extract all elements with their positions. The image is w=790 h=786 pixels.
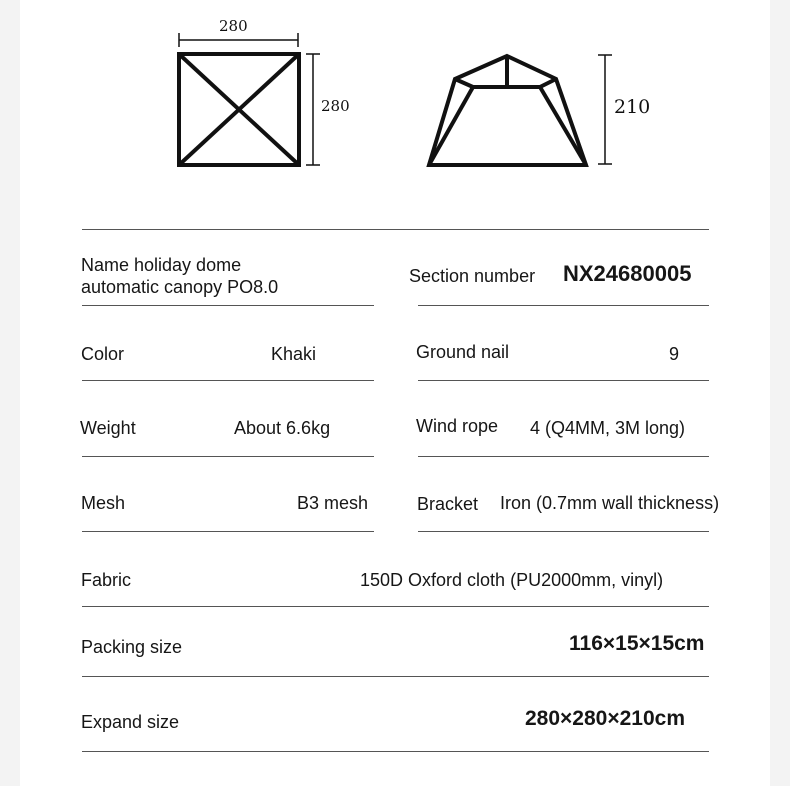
- row-divider: [82, 676, 709, 677]
- row-divider: [82, 305, 374, 306]
- product-name-line2: automatic canopy PO8.0: [81, 277, 279, 297]
- bracket-label: Bracket: [417, 494, 479, 514]
- fabric-value: 150D Oxford cloth (PU2000mm, vinyl): [360, 570, 664, 590]
- mesh-value: B3 mesh: [297, 493, 369, 513]
- wind-rope-value: 4 (Q4MM, 3M long): [530, 418, 686, 438]
- weight-value: About 6.6kg: [234, 418, 331, 438]
- top-view-depth-dimension: [306, 54, 320, 165]
- row-divider: [82, 380, 374, 381]
- packing-size-label: Packing size: [81, 637, 183, 657]
- section-number-label: Section number: [409, 266, 536, 286]
- wind-rope-label: Wind rope: [416, 416, 499, 436]
- ground-nail-label: Ground nail: [416, 342, 510, 362]
- ground-nail-value: 9: [669, 344, 680, 364]
- row-divider: [82, 531, 374, 532]
- section-number-value: NX24680005: [563, 261, 692, 286]
- row-divider: [82, 606, 709, 607]
- color-value: Khaki: [271, 344, 317, 364]
- table-top-rule: [82, 229, 709, 230]
- side-view-height-label: 210: [614, 96, 651, 118]
- packing-size-value: 116×15×15cm: [569, 632, 705, 655]
- top-view-depth-label: 280: [321, 97, 350, 115]
- expand-size-value: 280×280×210cm: [525, 707, 685, 730]
- row-divider: [82, 456, 374, 457]
- fabric-label: Fabric: [81, 570, 132, 590]
- color-label: Color: [81, 344, 125, 364]
- row-divider: [418, 380, 709, 381]
- row-divider: [82, 751, 709, 752]
- side-view-height-dimension: [598, 55, 612, 164]
- bracket-value: Iron (0.7mm wall thickness): [500, 493, 720, 513]
- top-view-width-dimension: [179, 33, 298, 47]
- row-divider: [418, 305, 709, 306]
- mesh-label: Mesh: [81, 493, 126, 513]
- row-divider: [418, 456, 709, 457]
- row-divider: [418, 531, 709, 532]
- product-name-line1: Name holiday dome: [81, 255, 242, 275]
- canopy-side-outline: [429, 56, 586, 165]
- top-view-diagram: [0, 0, 790, 200]
- weight-label: Weight: [80, 418, 136, 438]
- expand-size-label: Expand size: [81, 712, 180, 732]
- top-view-width-label: 280: [219, 17, 248, 35]
- canopy-top-outline: [179, 54, 299, 165]
